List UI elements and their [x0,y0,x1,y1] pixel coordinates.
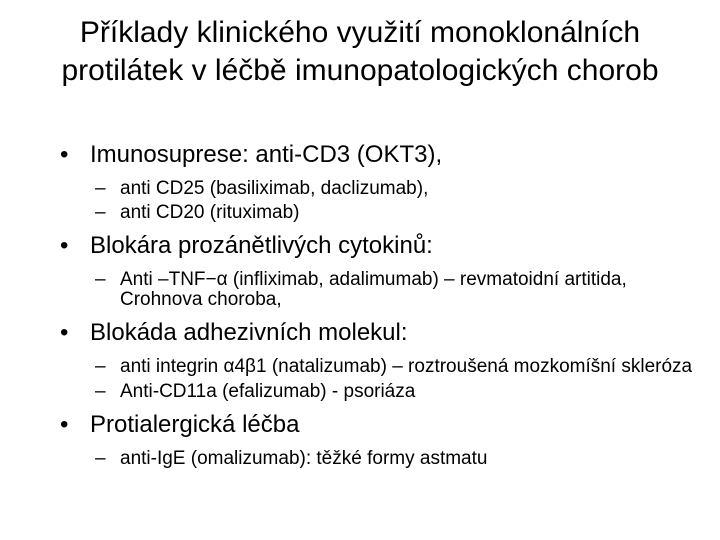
bullet-icon: • [60,232,69,259]
sub-item [60,270,700,310]
bullet-text: Imunosuprese: anti-CD3 (OKT3), [90,141,443,168]
sub-item-text: anti-IgE (omalizumab): těžké formy astmatu [120,448,488,469]
sub-item [60,449,700,469]
dash-icon: – [95,448,106,469]
bullet-icon: • [60,141,69,168]
dash-icon: – [95,356,106,377]
bullet-item [60,410,700,440]
dash-icon: – [95,381,106,402]
dash-icon: – [95,202,106,223]
bullet-text: Blokáda adhezivních molekul: [90,319,408,346]
bullet-text: Blokára prozánětlivých cytokinů: [90,232,433,259]
bullet-icon: • [60,319,69,346]
bullet-item [60,231,700,261]
bullet-text: Protialergická léčba [90,411,300,438]
slide-title: Příklady klinického využití monoklonálních protilátek v léčbě imunopatologických chorob [61,16,659,87]
dash-icon: – [95,269,106,290]
sub-item-text: Anti-CD11a (efalizumab) - psoriáza [120,381,416,402]
sub-item-text: anti CD25 (basiliximab, daclizumab), [120,178,429,199]
bullet-item [60,318,700,348]
sub-item [60,203,700,223]
bullet-icon: • [60,411,69,438]
dash-icon: – [95,178,106,199]
sub-item [60,179,700,199]
bullet-item [60,140,700,170]
sub-item-text: Anti –TNF−α (infliximab, adalimumab) – revmatoidní artitida, Crohnova choroba, [120,269,627,310]
slide-body [60,140,700,469]
sub-item-text: anti integrin α4β1 (natalizumab) – roztroušená mozkomíšní skleróza [120,356,693,377]
sub-item [60,357,700,377]
sub-item [60,382,700,402]
sub-item-text: anti CD20 (rituximab) [120,202,300,223]
